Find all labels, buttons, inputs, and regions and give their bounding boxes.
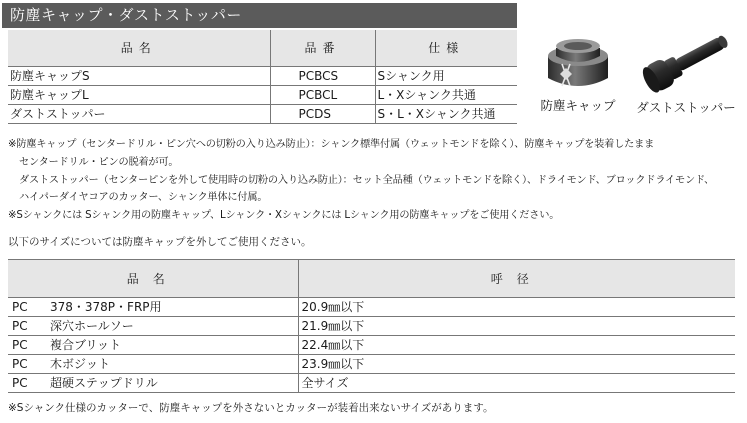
table-row <box>8 104 517 123</box>
intro-text: 以下のサイズについては防塵キャップを外してご使用ください。 <box>8 236 312 248</box>
cell-product-name <box>8 336 298 355</box>
cell-product-name: ダストストッパー <box>8 104 270 123</box>
cell-diameter: 全サイズ <box>298 374 735 393</box>
product-name: 複合ブリット <box>50 338 122 352</box>
cell-diameter: 21.9㎜以下 <box>298 317 735 336</box>
header-diameter: 呼径 <box>298 260 735 298</box>
cell-product-name <box>8 317 298 336</box>
dust-stopper-caption: ダストストッパー <box>636 100 736 115</box>
table-row <box>8 66 517 85</box>
cell-product-name: 防塵キャップL <box>8 85 270 104</box>
dust-cap-product <box>536 34 620 114</box>
dust-stopper-product <box>628 30 744 116</box>
note-line: ※Sシャンクには Sシャンク用の防塵キャップ、Lシャンク・Xシャンクには Lシャンク用の防塵キャップをご使用ください。 <box>8 210 560 222</box>
note-line: ※防塵キャップ（センタードリル・ピン穴への切粉の入り込み防止）：シャンク標準付属（ウェットモンドを除く）、防塵キャップを装着したまま <box>8 139 655 150</box>
page-title: 防塵キャップ・ダストストッパー <box>2 3 517 28</box>
header-product-name: 品名 <box>8 30 270 66</box>
cell-diameter: 22.4㎜以下 <box>298 336 735 355</box>
dust-stopper-icon <box>636 30 736 94</box>
footnote: ※Sシャンク仕様のカッターで、防塵キャップを外さないとカッターが装着出来ないサイズがあります。 <box>8 402 494 414</box>
product-prefix: PC <box>12 357 28 371</box>
header-spec: 仕様 <box>375 30 517 66</box>
spec-table <box>8 30 517 124</box>
table-row <box>8 336 735 355</box>
note-line: ダストストッパー（センターピンを外して使用時の切粉の入り込み防止）：セット全品種（ウェットモンドを除く）、ドライモンド、ブロックドライモンド、 <box>19 174 715 186</box>
note-line: センタードリル・ピンの脱着が可。 <box>19 156 179 168</box>
product-prefix: PC <box>12 319 28 333</box>
cell-product-name <box>8 374 298 393</box>
size-table-header <box>8 260 735 298</box>
size-table <box>8 259 735 393</box>
cell-spec: Sシャンク用 <box>375 66 517 85</box>
header-product-code: 品番 <box>270 30 375 66</box>
cell-product-code: PCBCS <box>270 66 375 85</box>
product-name: 木ボジット <box>50 357 111 371</box>
cell-product-name <box>8 298 298 317</box>
table-row <box>8 355 735 374</box>
header-product-name: 品名 <box>8 260 298 298</box>
table-row <box>8 85 517 104</box>
product-name: 深穴ホールソー <box>50 319 134 333</box>
cell-spec: L・Xシャンク共通 <box>375 85 517 104</box>
dust-cap-icon <box>542 34 614 92</box>
cell-diameter: 23.9㎜以下 <box>298 355 735 374</box>
cell-spec: S・L・Xシャンク共通 <box>375 104 517 123</box>
product-prefix: PC <box>12 376 28 390</box>
product-name: 378・378P・FRP用 <box>50 300 162 314</box>
table-row <box>8 298 735 317</box>
cell-product-name: 防塵キャップS <box>8 66 270 85</box>
cell-product-code: PCBCL <box>270 85 375 104</box>
cell-product-code: PCDS <box>270 104 375 123</box>
dust-cap-caption: 防塵キャップ <box>540 98 616 113</box>
cell-product-name <box>8 355 298 374</box>
product-prefix: PC <box>12 338 28 352</box>
table-row <box>8 317 735 336</box>
table-row <box>8 374 735 393</box>
spec-table-header <box>8 30 517 66</box>
notes <box>8 136 714 225</box>
product-prefix: PC <box>12 300 28 314</box>
cell-diameter: 20.9㎜以下 <box>298 298 735 317</box>
note-line: ハイパーダイヤコアのカッター、シャンク単体に付属。 <box>19 192 268 204</box>
product-name: 超硬ステップドリル <box>50 376 158 390</box>
